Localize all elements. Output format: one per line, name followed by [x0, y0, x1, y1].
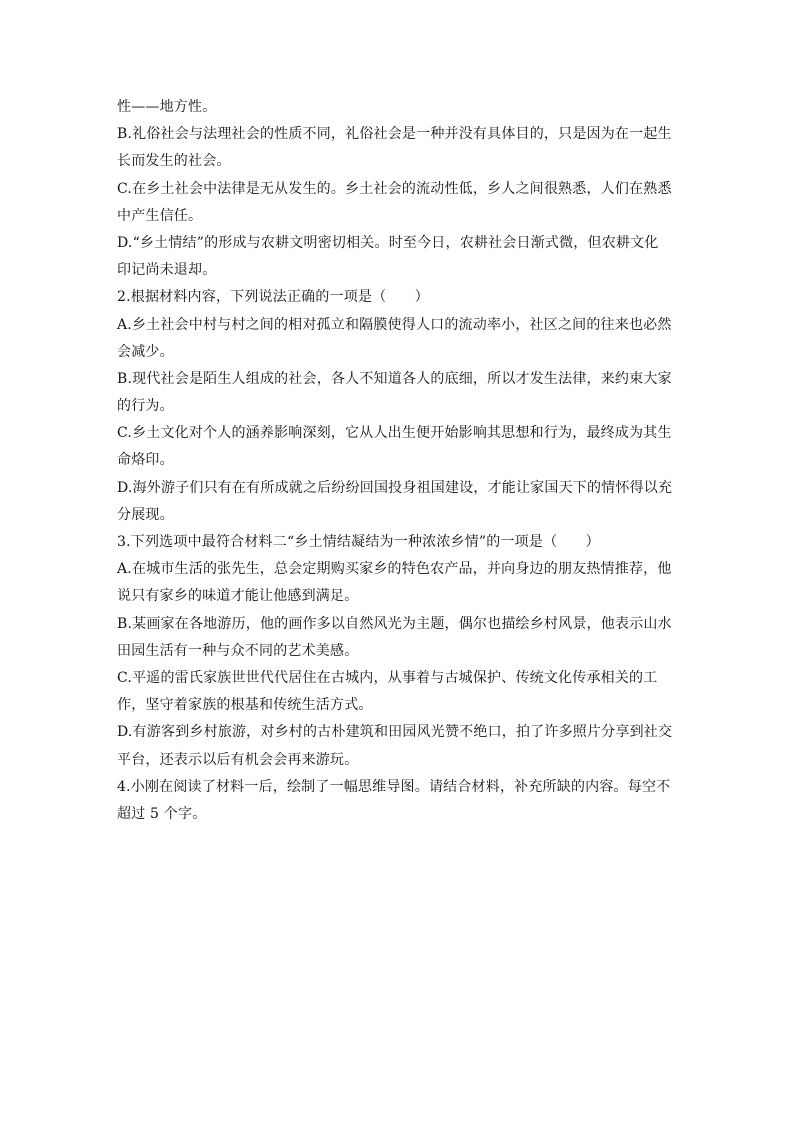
text-line: 田园生活有一种与众不同的艺术美感。	[117, 642, 359, 659]
option-d-line: D.海外游子们只有在有所成就之后纷纷回国投身祖国建设，才能让家国天下的情怀得以充	[117, 479, 673, 496]
option-c-line: C.在乡土社会中法律是无从发生的。乡土社会的流动性低，乡人之间很熟悉，人们在熟悉	[117, 180, 672, 197]
text-line: 分展现。	[117, 506, 174, 523]
option-c-line: C.乡土文化对个人的涵养影响深刻，它从人出生便开始影响其思想和行为，最终成为其生	[117, 425, 672, 442]
text-line: 作，坚守着家族的根基和传统生活方式。	[117, 697, 373, 714]
document-body	[117, 94, 677, 828]
option-d-line: D.“乡土情结”的形成与农耕文明密切相关。时至今日，农耕社会日渐式微，但农耕文化	[117, 234, 659, 251]
text-line: 超过 5 个字。	[117, 805, 207, 822]
question-2-stem: 2.根据材料内容，下列说法正确的一项是（ ）	[117, 289, 429, 306]
text-line: 长而发生的社会。	[117, 153, 231, 170]
text-line: 性——地方性。	[117, 99, 217, 115]
option-b-line: B.某画家在各地游历，他的画作多以自然风光为主题，偶尔也描绘乡村风景，他表示山水	[117, 615, 672, 632]
text-line: 平台，还表示以后有机会会再来游玩。	[117, 751, 359, 768]
question-4-stem: 4.小刚在阅读了材料一后，绘制了一幅思维导图。请结合材料，补充所缺的内容。每空不	[117, 778, 671, 795]
text-line: 命烙印。	[117, 452, 174, 469]
option-b-line: B.现代社会是陌生人组成的社会，各人不知道各人的底细，所以才发生法律，来约束大家	[117, 370, 672, 387]
text-line: 会减少。	[117, 343, 174, 360]
text-line: 印记尚未退却。	[117, 262, 217, 279]
option-c-line: C.平遥的雷氏家族世世代代居住在古城内，从事着与古城保护、传统文化传承相关的工	[117, 669, 658, 686]
text-line: 的行为。	[117, 398, 174, 415]
question-3-stem: 3.下列选项中最符合材料二“乡土情结凝结为一种浓浓乡情”的一项是（ ）	[117, 534, 600, 550]
text-line: 中产生信任。	[117, 207, 203, 224]
option-d-line: D.有游客到乡村旅游，对乡村的古朴建筑和田园风光赞不绝口，拍了许多照片分享到社交	[117, 724, 673, 741]
text-line: 说只有家乡的味道才能让他感到满足。	[117, 588, 359, 605]
option-b-line: B.礼俗社会与法理社会的性质不同，礼俗社会是一种并没有具体目的，只是因为在一起生	[117, 126, 672, 143]
option-a-line: A.在城市生活的张先生，总会定期购买家乡的特色农产品，并向身边的朋友热情推荐，他	[117, 561, 672, 578]
option-a-line: A.乡土社会中村与村之间的相对孤立和隔膜使得人口的流动率小，社区之间的往来也必然	[117, 316, 672, 333]
